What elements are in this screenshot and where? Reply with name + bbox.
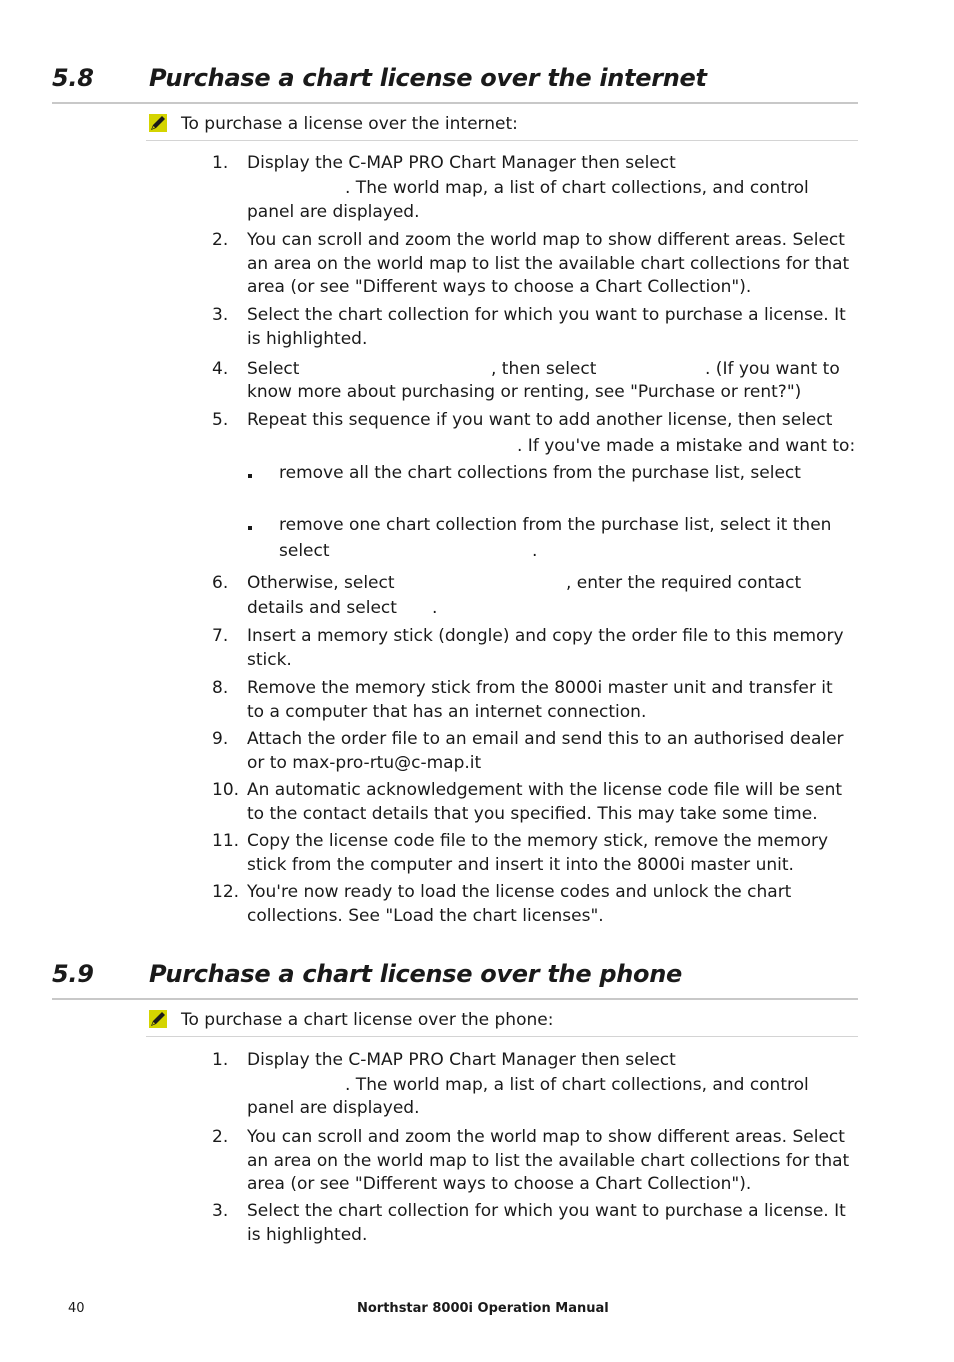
bullet-text: . xyxy=(532,541,538,561)
list-item: 4. Select , then select . (If you want to know more about purchasing or renting, see "Purchase or rent?") xyxy=(212,359,840,402)
procedure-intro-5-9 xyxy=(146,1010,858,1037)
list-item: 1. Display the C-MAP PRO Chart Manager then select . The world map, a list of chart collections, and control panel are displayed. xyxy=(212,153,809,222)
pencil-icon xyxy=(149,114,167,132)
intro-text: To purchase a license over the internet: xyxy=(181,114,518,134)
intro-text: To purchase a chart license over the phone: xyxy=(181,1010,554,1030)
page-number: 40 xyxy=(68,1301,85,1316)
section-number: 5.8 xyxy=(52,64,94,92)
bullet-text: remove one chart collection from the purchase list, select it then xyxy=(279,515,832,535)
pencil-icon xyxy=(149,1010,167,1028)
bullet-marker xyxy=(248,474,252,478)
list-item: 1. Display the C-MAP PRO Chart Manager then select . The world map, a list of chart collections, and control panel are displayed. xyxy=(212,1050,809,1118)
section-title: Purchase a chart license over the internet xyxy=(149,64,707,92)
list-item: 5. Repeat this sequence if you want to add another license, then select . If you've made a mistake and want to: xyxy=(212,410,856,456)
manual-title: Northstar 8000i Operation Manual xyxy=(357,1301,609,1316)
procedure-intro-5-8 xyxy=(146,114,858,141)
section-heading-5-8 xyxy=(52,62,858,104)
list-item: 6. Otherwise, select , enter the required contact details and select . xyxy=(212,573,802,618)
bullet-text: remove all the chart collections from the purchase list, select xyxy=(279,463,801,483)
section-heading-5-9 xyxy=(52,958,858,1000)
bullet-marker xyxy=(248,526,252,530)
bullet-text: select xyxy=(279,541,330,561)
section-number: 5.9 xyxy=(52,960,94,988)
section-title: Purchase a chart license over the phone xyxy=(149,960,682,988)
